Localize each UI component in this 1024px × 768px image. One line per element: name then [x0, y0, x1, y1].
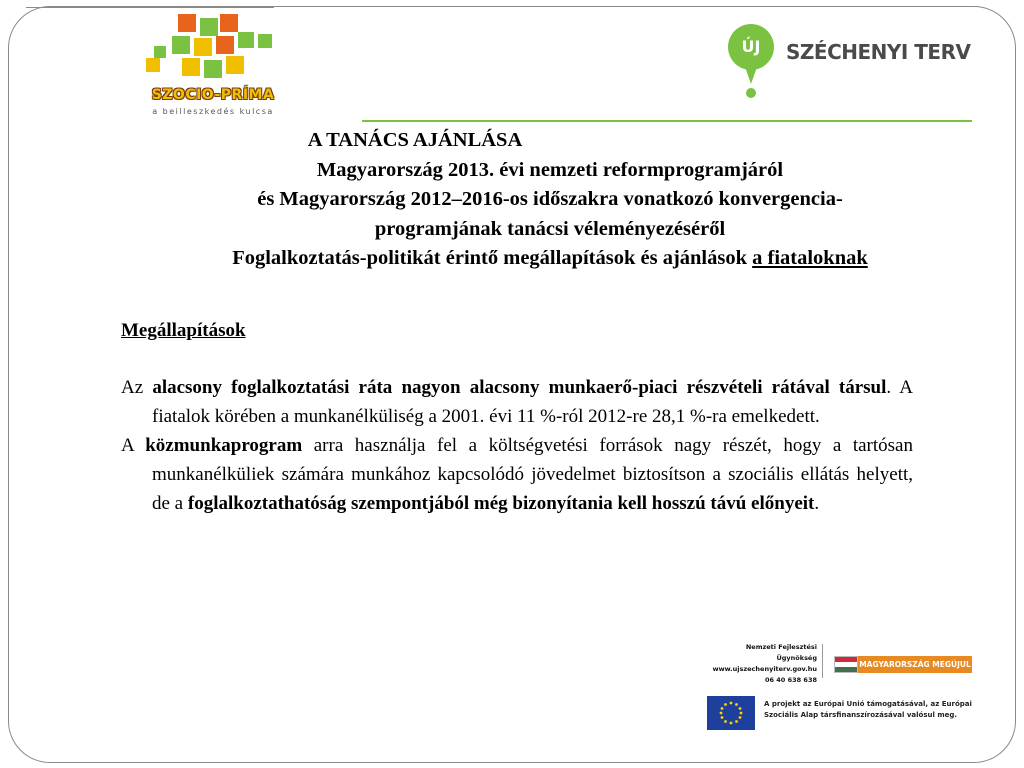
body-text: [121, 373, 913, 518]
agency-url: www.ujszechenyiterv.gov.hu: [712, 665, 817, 673]
agency-name: Nemzeti Fejlesztési Ügynökség: [745, 643, 817, 662]
p2-bold-2: foglalkoztathatóság szempontjából még bizonyítania kell hosszú távú előnyeit: [187, 493, 815, 514]
eu-funding-line-2: Szociális Alap társfinanszírozásával valósul meg.: [764, 711, 958, 719]
p2-bold-1: közmunkaprogram: [145, 435, 303, 456]
agency-info: [707, 642, 817, 686]
eu-funding-line-1: A projekt az Európai Unió támogatásával, az Európai: [764, 700, 972, 708]
puzzle-pieces-icon: [120, 10, 300, 90]
p2-pre: A: [121, 435, 146, 456]
top-divider-line: [26, 7, 274, 8]
magyarorszag-megujul-badge: MAGYARORSZÁG MEGÚJUL: [858, 656, 972, 673]
p1-bold: alacsony foglalkoztatási ráta nagyon alacsony munkaerő-piaci részvételi rátával társul: [152, 377, 887, 398]
section-title: Megállapítások: [121, 320, 246, 341]
heading-line-5-text: Foglalkoztatás-politikát érintő megállapítások és ajánlások: [232, 247, 753, 269]
pin-dot-icon: [746, 88, 756, 98]
szocio-prima-tagline: a beilleszkedés kulcsa: [152, 107, 274, 116]
szocio-prima-wordmark: SZOCIO-PRÍMA: [151, 87, 275, 103]
green-divider: [362, 120, 972, 122]
szechenyi-terv-wordmark: SZÉCHENYI TERV: [786, 40, 971, 64]
szocio-prima-logo: [120, 10, 300, 120]
eu-funding-text: [764, 699, 972, 721]
uj-pin-icon: ÚJ: [728, 24, 774, 70]
p1-pre: Az: [121, 377, 153, 398]
hungarian-flag-icon: [834, 656, 858, 673]
heading-line-2: Magyarország 2013. évi nemzeti reformprogramjáról: [316, 158, 784, 181]
paragraph-2: [121, 431, 913, 518]
heading-line-5: [100, 244, 1000, 274]
eu-stars-icon: [707, 696, 755, 730]
pin-tail-icon: [744, 64, 758, 84]
heading-line-4: programjának tanácsi véleményezéséről: [374, 217, 726, 240]
p1-post: . A fiatalok körében a munkanélküliség a 2001. évi 11 %-ról 2012-re 28,1 %-ra emelkedett.: [152, 377, 913, 427]
p2-post: .: [814, 493, 820, 514]
eu-flag-icon: [707, 696, 755, 730]
slide-heading: [100, 126, 1000, 274]
heading-line-1: A TANÁCS AJÁNLÁSA: [307, 129, 523, 151]
szechenyi-terv-logo: [728, 24, 978, 100]
heading-underlined-term: a fiataloknak: [752, 247, 868, 269]
heading-line-3: és Magyarország 2012–2016-os időszakra vonatkozó konvergencia-: [257, 188, 843, 210]
p2-mid: arra használja fel a költségvetési források nagy részét, hogy a tartósan munkanélküliek számára munkához kapcsolódó jövedelmet biztosítson a szociális ellátás helyett, de a: [152, 435, 913, 514]
agency-phone: 06 40 638 638: [764, 676, 817, 684]
footer-separator: [822, 644, 823, 678]
funding-footer: [690, 632, 990, 740]
paragraph-1: [121, 373, 913, 431]
